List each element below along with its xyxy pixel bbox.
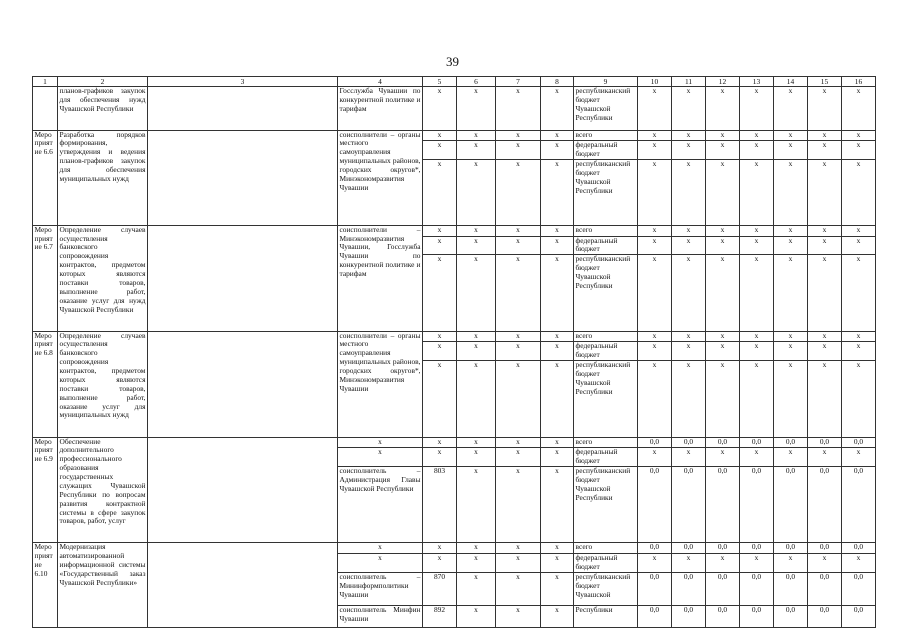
year-value-cell: x: [774, 448, 808, 467]
code-cell: x: [457, 361, 496, 437]
executor-cell: соисполнитель Минфин Чувашии: [338, 605, 423, 627]
code-cell: x: [457, 573, 496, 606]
year-value-cell: x: [842, 255, 876, 331]
funding-source-cell: федеральный бюджет: [574, 236, 638, 255]
year-value-cell: 0,0: [672, 573, 706, 606]
executor-cell: соисполнитель – Администрация Главы Чувашской Республики: [338, 467, 423, 543]
year-value-cell: x: [740, 255, 774, 331]
year-value-cell: x: [842, 87, 876, 131]
year-value-cell: x: [842, 130, 876, 141]
code-cell: x: [457, 543, 496, 554]
measure-label-cell: Мероприятие 6.7: [33, 225, 58, 331]
code-cell: x: [457, 160, 496, 225]
funding-source-cell: Республики: [574, 605, 638, 627]
year-value-cell: x: [740, 130, 774, 141]
code-cell: x: [423, 130, 457, 141]
year-value-cell: x: [808, 361, 842, 437]
funding-source-cell: федеральный бюджет: [574, 141, 638, 160]
year-value-cell: x: [706, 554, 740, 573]
funding-source-cell: республиканский бюджет Чувашской Республики: [574, 255, 638, 331]
code-cell: x: [423, 361, 457, 437]
year-value-cell: x: [706, 87, 740, 131]
year-value-cell: 0,0: [638, 437, 672, 448]
code-cell: x: [496, 225, 541, 236]
year-value-cell: x: [808, 87, 842, 131]
code-cell: x: [457, 437, 496, 448]
label-cell: [33, 87, 58, 131]
year-value-cell: x: [774, 255, 808, 331]
year-value-cell: x: [638, 141, 672, 160]
column-header: 14: [774, 77, 808, 87]
year-value-cell: x: [774, 554, 808, 573]
year-value-cell: 0,0: [638, 543, 672, 554]
executor-cell: соисполнители – органы местного самоуправления муниципальных районов, городских округов*, Минэкономразвития Чувашии: [338, 130, 423, 225]
year-value-cell: x: [672, 87, 706, 131]
code-cell: x: [457, 342, 496, 361]
column-header: 6: [457, 77, 496, 87]
year-value-cell: 0,0: [672, 605, 706, 627]
code-cell: x: [496, 361, 541, 437]
funding-source-cell: республиканский бюджет Чувашской: [574, 573, 638, 606]
code-cell: x: [541, 160, 574, 225]
year-value-cell: x: [672, 236, 706, 255]
code-cell: x: [423, 342, 457, 361]
empty-cell: [148, 87, 338, 131]
code-cell: x: [541, 573, 574, 606]
year-value-cell: 0,0: [740, 543, 774, 554]
year-value-cell: x: [774, 342, 808, 361]
measure-title-cell: Обеспечение дополнительного профессионального образования государственных служащих Чувашской Республики по вопросам развития контрактной системы в сфере закупок товаров, работ, услуг: [58, 437, 148, 543]
year-value-cell: x: [842, 160, 876, 225]
year-value-cell: x: [842, 141, 876, 160]
year-value-cell: x: [706, 160, 740, 225]
year-value-cell: 0,0: [706, 437, 740, 448]
code-cell: x: [457, 448, 496, 467]
funding-source-cell: республиканский бюджет Чувашской Республики: [574, 160, 638, 225]
funding-source-cell: федеральный бюджет: [574, 448, 638, 467]
year-value-cell: 0,0: [774, 467, 808, 543]
measure-title-cell: планов-графиков закупок для обеспечения нужд Чувашской Республики: [58, 87, 148, 131]
code-cell: x: [423, 87, 457, 131]
funding-source-cell: всего: [574, 437, 638, 448]
code-cell: x: [496, 543, 541, 554]
year-value-cell: x: [842, 225, 876, 236]
year-value-cell: x: [706, 331, 740, 342]
column-header: 5: [423, 77, 457, 87]
code-cell: x: [423, 543, 457, 554]
empty-cell: [148, 437, 338, 543]
empty-cell: [148, 331, 338, 437]
year-value-cell: 0,0: [672, 437, 706, 448]
funding-source-cell: республиканский бюджет Чувашской Республики: [574, 467, 638, 543]
code-cell: x: [541, 331, 574, 342]
funding-source-cell: всего: [574, 331, 638, 342]
year-value-cell: x: [706, 130, 740, 141]
code-cell: x: [541, 467, 574, 543]
year-value-cell: x: [774, 141, 808, 160]
year-value-cell: x: [672, 554, 706, 573]
year-value-cell: x: [842, 554, 876, 573]
year-value-cell: x: [808, 225, 842, 236]
column-header: 16: [842, 77, 876, 87]
year-value-cell: x: [706, 448, 740, 467]
code-cell: x: [541, 437, 574, 448]
year-value-cell: 0,0: [808, 573, 842, 606]
code-cell: x: [457, 605, 496, 627]
year-value-cell: 0,0: [638, 573, 672, 606]
code-cell: x: [496, 160, 541, 225]
year-value-cell: x: [672, 255, 706, 331]
year-value-cell: x: [740, 225, 774, 236]
funding-source-cell: всего: [574, 225, 638, 236]
column-header: 4: [338, 77, 423, 87]
code-cell: x: [423, 448, 457, 467]
year-value-cell: x: [842, 448, 876, 467]
year-value-cell: x: [774, 331, 808, 342]
code-cell: x: [423, 437, 457, 448]
year-value-cell: x: [638, 361, 672, 437]
year-value-cell: x: [740, 342, 774, 361]
year-value-cell: 0,0: [740, 573, 774, 606]
year-value-cell: x: [638, 448, 672, 467]
column-header: 12: [706, 77, 740, 87]
code-cell: x: [457, 225, 496, 236]
year-value-cell: x: [638, 130, 672, 141]
measure-label-cell: Мероприятие 6.9: [33, 437, 58, 543]
code-cell: x: [541, 605, 574, 627]
page-number: 39: [446, 54, 459, 69]
code-cell: x: [423, 331, 457, 342]
year-value-cell: x: [672, 448, 706, 467]
year-value-cell: x: [672, 160, 706, 225]
year-value-cell: x: [740, 331, 774, 342]
year-value-cell: 0,0: [774, 437, 808, 448]
code-cell: x: [541, 255, 574, 331]
year-value-cell: x: [740, 160, 774, 225]
year-value-cell: x: [842, 331, 876, 342]
column-header: 3: [148, 77, 338, 87]
code-cell: x: [423, 554, 457, 573]
year-value-cell: 0,0: [672, 467, 706, 543]
year-value-cell: x: [842, 342, 876, 361]
code-cell: x: [423, 236, 457, 255]
year-value-cell: 0,0: [774, 605, 808, 627]
year-value-cell: x: [740, 448, 774, 467]
year-value-cell: 0,0: [808, 437, 842, 448]
executor-cell: соисполнитель – Мининформполитики Чувашии: [338, 573, 423, 606]
code-cell: x: [496, 87, 541, 131]
year-value-cell: x: [808, 236, 842, 255]
column-header: 7: [496, 77, 541, 87]
executor-cell: x: [338, 554, 423, 573]
year-value-cell: x: [808, 141, 842, 160]
column-header: 1: [33, 77, 58, 87]
year-value-cell: 0,0: [842, 543, 876, 554]
year-value-cell: x: [808, 448, 842, 467]
code-cell: x: [541, 448, 574, 467]
code-cell: x: [496, 467, 541, 543]
year-value-cell: x: [638, 331, 672, 342]
funding-source-cell: всего: [574, 543, 638, 554]
code-cell: x: [496, 130, 541, 141]
year-value-cell: 0,0: [808, 605, 842, 627]
code-cell: x: [496, 437, 541, 448]
funding-source-cell: федеральный бюджет: [574, 554, 638, 573]
table-row: [33, 87, 876, 131]
year-value-cell: 0,0: [808, 467, 842, 543]
year-value-cell: x: [706, 255, 740, 331]
code-cell: x: [457, 255, 496, 331]
code-cell: x: [541, 342, 574, 361]
code-cell: x: [541, 554, 574, 573]
year-value-cell: 0,0: [774, 543, 808, 554]
year-value-cell: x: [774, 236, 808, 255]
year-value-cell: x: [740, 554, 774, 573]
code-cell: x: [496, 342, 541, 361]
year-value-cell: x: [740, 361, 774, 437]
year-value-cell: x: [808, 255, 842, 331]
column-header: 8: [541, 77, 574, 87]
code-cell: x: [541, 543, 574, 554]
code-cell: x: [423, 255, 457, 331]
executor-cell: x: [338, 543, 423, 554]
year-value-cell: x: [842, 361, 876, 437]
code-cell: 803: [423, 467, 457, 543]
executor-cell: x: [338, 448, 423, 467]
table-row: [33, 437, 876, 448]
year-value-cell: x: [808, 342, 842, 361]
column-header: 2: [58, 77, 148, 87]
funding-source-cell: республиканский бюджет Чувашской Республики: [574, 361, 638, 437]
code-cell: x: [541, 130, 574, 141]
code-cell: x: [423, 160, 457, 225]
table-row: [33, 130, 876, 141]
year-value-cell: x: [774, 225, 808, 236]
funding-source-cell: республиканский бюджет Чувашской Республики: [574, 87, 638, 131]
code-cell: x: [541, 361, 574, 437]
year-value-cell: 0,0: [774, 573, 808, 606]
code-cell: x: [457, 467, 496, 543]
table-row: [33, 331, 876, 342]
code-cell: x: [496, 605, 541, 627]
code-cell: x: [496, 236, 541, 255]
year-value-cell: 0,0: [638, 605, 672, 627]
column-header: 10: [638, 77, 672, 87]
year-value-cell: 0,0: [740, 605, 774, 627]
column-header: 9: [574, 77, 638, 87]
year-value-cell: 0,0: [842, 437, 876, 448]
year-value-cell: x: [638, 554, 672, 573]
year-value-cell: x: [808, 554, 842, 573]
code-cell: x: [496, 255, 541, 331]
code-cell: x: [496, 573, 541, 606]
year-value-cell: x: [638, 342, 672, 361]
year-value-cell: x: [638, 225, 672, 236]
code-cell: x: [457, 554, 496, 573]
measure-title-cell: Модернизация автоматизированной информационной системы «Государственный заказ Чувашской Республики»: [58, 543, 148, 627]
year-value-cell: x: [706, 236, 740, 255]
code-cell: x: [541, 236, 574, 255]
year-value-cell: x: [774, 361, 808, 437]
column-header: 15: [808, 77, 842, 87]
year-value-cell: x: [672, 342, 706, 361]
header-row: [33, 77, 876, 87]
measure-label-cell: Мероприятие 6.8: [33, 331, 58, 437]
code-cell: x: [457, 236, 496, 255]
year-value-cell: x: [672, 361, 706, 437]
code-cell: x: [457, 87, 496, 131]
executor-cell: Госслужба Чувашии по конкурентной политике и тарифам: [338, 87, 423, 131]
year-value-cell: x: [638, 87, 672, 131]
year-value-cell: x: [638, 236, 672, 255]
code-cell: 870: [423, 573, 457, 606]
funding-source-cell: федеральный бюджет: [574, 342, 638, 361]
year-value-cell: 0,0: [672, 543, 706, 554]
program-table: [32, 76, 876, 628]
table-row: [33, 225, 876, 236]
year-value-cell: x: [740, 141, 774, 160]
code-cell: 892: [423, 605, 457, 627]
code-cell: x: [541, 225, 574, 236]
year-value-cell: x: [774, 130, 808, 141]
executor-cell: соисполнители – органы местного самоуправления муниципальных районов, городских округов*, Минэкономразвития Чувашии: [338, 331, 423, 437]
code-cell: x: [423, 225, 457, 236]
measure-label-cell: Мероприятие 6.10: [33, 543, 58, 627]
year-value-cell: x: [842, 236, 876, 255]
year-value-cell: x: [740, 87, 774, 131]
executor-cell: x: [338, 437, 423, 448]
year-value-cell: x: [706, 342, 740, 361]
code-cell: x: [457, 331, 496, 342]
year-value-cell: 0,0: [842, 605, 876, 627]
year-value-cell: x: [672, 225, 706, 236]
year-value-cell: x: [638, 160, 672, 225]
year-value-cell: 0,0: [706, 605, 740, 627]
measure-title-cell: Определение случаев осуществления банковского сопровождения контрактов, предметом которых являются поставки товаров, выполнение работ, оказание услуг для нужд Чувашской Республики: [58, 225, 148, 331]
code-cell: x: [457, 130, 496, 141]
year-value-cell: 0,0: [638, 467, 672, 543]
year-value-cell: x: [706, 361, 740, 437]
year-value-cell: 0,0: [706, 573, 740, 606]
year-value-cell: 0,0: [808, 543, 842, 554]
table-row: [33, 543, 876, 554]
year-value-cell: x: [774, 160, 808, 225]
year-value-cell: x: [808, 160, 842, 225]
executor-cell: соисполнители – Минэкономразвития Чувашии, Госслужба Чувашии по конкурентной политике и тарифам: [338, 225, 423, 331]
code-cell: x: [541, 87, 574, 131]
code-cell: x: [496, 141, 541, 160]
empty-cell: [148, 130, 338, 225]
empty-cell: [148, 225, 338, 331]
year-value-cell: x: [808, 331, 842, 342]
year-value-cell: x: [774, 87, 808, 131]
code-cell: x: [496, 331, 541, 342]
measure-title-cell: Определение случаев осуществления банковского сопровождения контрактов, предметом которых являются поставки товаров, выполнение работ, оказание услуг для муниципальных нужд: [58, 331, 148, 437]
year-value-cell: 0,0: [842, 467, 876, 543]
column-header: 11: [672, 77, 706, 87]
year-value-cell: x: [740, 236, 774, 255]
column-header: 13: [740, 77, 774, 87]
year-value-cell: x: [706, 141, 740, 160]
year-value-cell: x: [672, 141, 706, 160]
year-value-cell: x: [638, 255, 672, 331]
year-value-cell: x: [808, 130, 842, 141]
year-value-cell: 0,0: [842, 573, 876, 606]
year-value-cell: 0,0: [740, 437, 774, 448]
empty-cell: [148, 543, 338, 627]
funding-source-cell: всего: [574, 130, 638, 141]
measure-label-cell: Мероприятие 6.6: [33, 130, 58, 225]
year-value-cell: x: [672, 331, 706, 342]
code-cell: x: [541, 141, 574, 160]
code-cell: x: [457, 141, 496, 160]
year-value-cell: x: [672, 130, 706, 141]
year-value-cell: 0,0: [706, 543, 740, 554]
year-value-cell: x: [706, 225, 740, 236]
measure-title-cell: Разработка порядков формирования, утверждения и ведения планов-графиков закупок для обеспечения муниципальных нужд: [58, 130, 148, 225]
year-value-cell: 0,0: [740, 467, 774, 543]
code-cell: x: [496, 554, 541, 573]
code-cell: x: [423, 141, 457, 160]
code-cell: x: [496, 448, 541, 467]
year-value-cell: 0,0: [706, 467, 740, 543]
